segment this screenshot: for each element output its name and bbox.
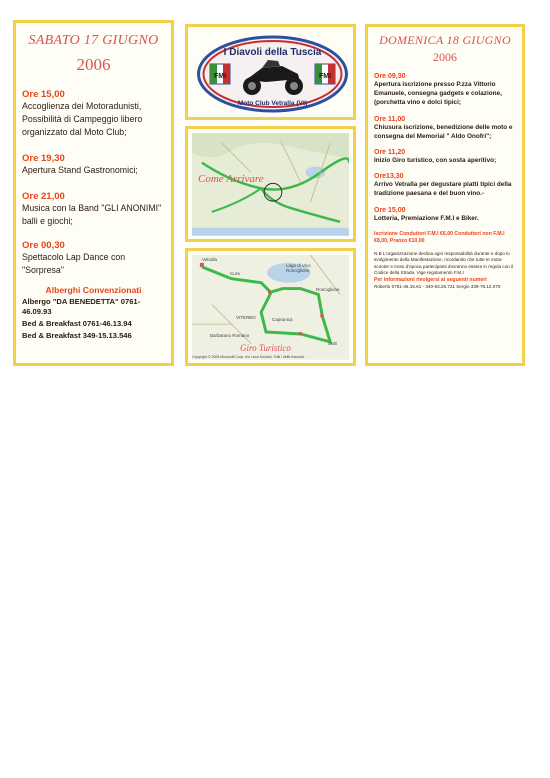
- sunday-event: [374, 173, 516, 198]
- saturday-event: [22, 240, 165, 277]
- info-title: Per informazioni rivolgersi ai seguenti numeri: [374, 276, 487, 283]
- iscrizione-prices: Iscrizione Conduttori F.M.I €6,00 Conduttori non F.M.I €8,00, Pranzo €10,00: [374, 230, 505, 244]
- place-label: Cura: [230, 271, 240, 276]
- sunday-event: [374, 116, 516, 141]
- event-text: Inizio Giro turistico, con sosta aperitivo;: [374, 157, 497, 165]
- albergo-line: Albergo "DA BENEDETTA" 0761-46.09.93: [22, 297, 141, 316]
- albergo-line: Bed & Breakfast 349-15.13.546: [22, 331, 132, 340]
- sunday-event: [374, 149, 516, 165]
- sunday-panel: [365, 24, 525, 366]
- saturday-year: 2006: [76, 55, 111, 74]
- disclaimer-note: N.B L'organizzazione declina ogni responsabilità durante e dopo lo svolgimento della Manifestazione, ricordando che tutte le moto-scooter e moto d'epoca partecipanti dovranno essere in regola con il Codice della Strada. Vige regolamento F.M.I: [374, 250, 514, 276]
- map-label-come-arrivare: Come Arrivare: [198, 173, 264, 185]
- event-time: Ore 19,30: [22, 153, 65, 164]
- saturday-event: [22, 191, 165, 228]
- place-label: Barbarano Romano: [210, 333, 250, 338]
- sunday-event: [374, 73, 516, 108]
- event-text: Apertura Stand Gastronomici;: [22, 165, 138, 175]
- event-text: Lotteria, Premiazione F.M.I e Biker.: [374, 214, 479, 222]
- event-text: Accoglienza dei Motoradunisti, Possibilità di Campeggio libero organizzato dal Moto Club;: [22, 101, 143, 137]
- event-time: Ore 09,30: [374, 73, 406, 80]
- event-time: Ore 00,30: [22, 240, 65, 251]
- map-copyright: Copyright © 2005 Microsoft Corp. e/o i suoi fornitori. Tutti i diritti riservati.: [192, 355, 305, 359]
- place-label: VITERBO: [236, 315, 256, 320]
- event-text: Arrivo Vetralla per degustare piatti tipici della tradizione paesana e del buon vino.-: [374, 181, 512, 198]
- map-label-giro-turistico: Giro Turistico: [240, 343, 291, 353]
- saturday-panel: [13, 20, 174, 366]
- contacts: Roberto 0761-46.15.61 - 340-93.26.721 Sergio 339-76.12.070: [374, 283, 501, 289]
- map-giro-turistico: [185, 248, 356, 366]
- place-label: Sutri: [328, 341, 338, 346]
- saturday-day: SABATO 17 GIUGNO: [28, 33, 159, 48]
- event-time: Ore13,30: [374, 173, 404, 181]
- albergo-line: Bed & Breakfast 0761-46.13.94: [22, 319, 132, 328]
- saturday-event: [22, 89, 165, 139]
- event-text: Chiusura iscrizione, benedizione delle moto e consegna del Memorial " Aldo Onofri";: [374, 123, 513, 140]
- place-label: Capranica: [272, 317, 293, 322]
- saturday-event: [22, 153, 165, 177]
- sunday-event: [374, 207, 516, 223]
- event-text: Apertura iscrizione presso P.zza Vittorio Emanuele, consegna gadgets e colazione, (porchetta vino e dolci tipici;: [374, 81, 502, 107]
- alberghi-title: Alberghi Convenzionati: [45, 285, 142, 295]
- sunday-year: 2006: [433, 50, 457, 64]
- logo-subtitle: Moto Club Vetralla (Vt): [237, 100, 308, 107]
- place-label: Vetralla: [202, 257, 218, 262]
- place-label: Ronciglione: [316, 287, 340, 292]
- event-text: Musica con la Band "GLI ANONIMI" balli e giochi;: [22, 203, 162, 226]
- place-label: Lago di Vico Ronciglione: [286, 263, 311, 273]
- map-come-arrivare: [185, 126, 356, 242]
- logo-title: I Diavoli della Tuscia: [223, 47, 322, 58]
- event-time: Ore 15,00: [22, 89, 65, 100]
- sunday-day: DOMENICA 18 GIUGNO: [379, 33, 511, 47]
- fmi-left-text: FMI: [213, 73, 227, 80]
- event-time: Ore 11,00: [374, 115, 406, 123]
- event-time: Ore 21,00: [22, 191, 65, 202]
- event-time: Ore 11,20: [374, 149, 406, 157]
- club-logo: [196, 34, 349, 114]
- event-text: Spettacolo Lap Dance con "Sorpresa": [22, 252, 126, 275]
- event-time: Ore 15,00: [374, 206, 406, 214]
- fmi-right-text: FMI: [318, 73, 332, 80]
- logo-panel: [185, 24, 356, 120]
